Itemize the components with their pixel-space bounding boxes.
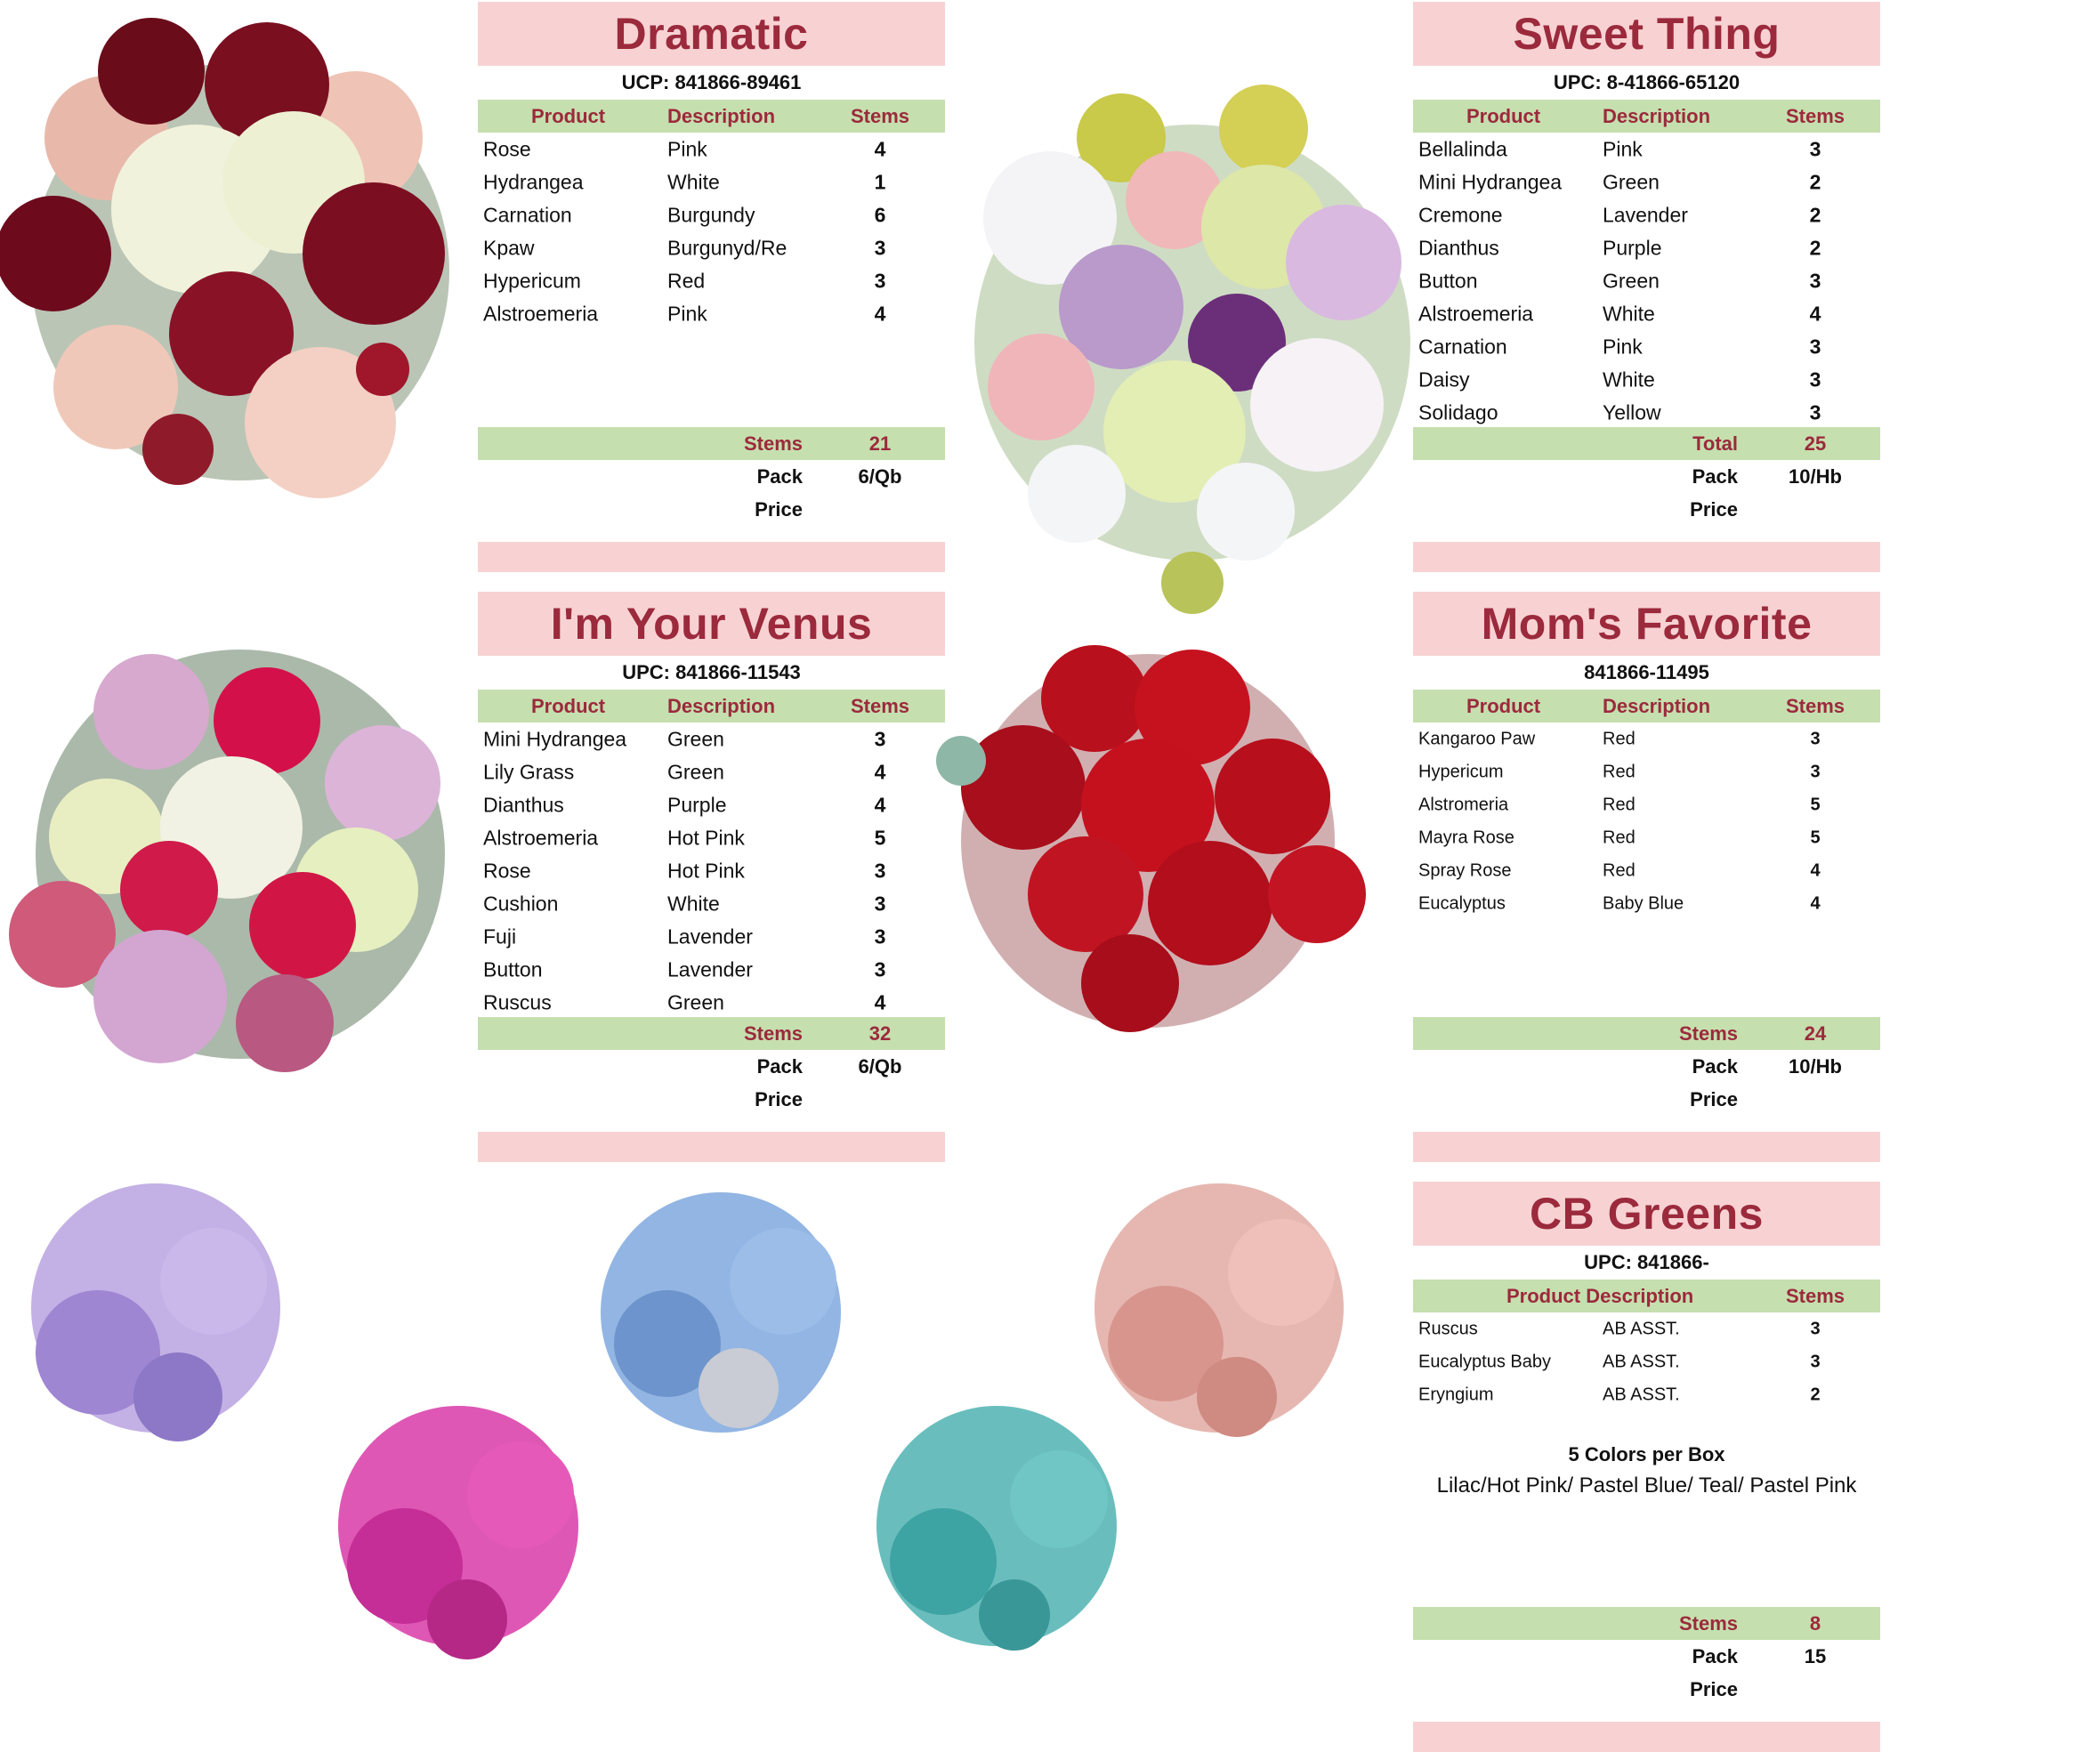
card-moms-favorite [1413,592,1880,1162]
price-row [1413,1083,1880,1116]
header-product: Product [531,694,606,717]
product-description: Hot Pink [667,859,745,882]
card-cb-greens [1413,1182,1880,1752]
product-description: Red [1603,860,1636,880]
stem-count: 3 [1809,367,1821,391]
stem-count: 3 [874,236,886,259]
card-title: Dramatic [478,2,945,66]
stem-count: 3 [874,924,886,948]
price-label: Price [755,497,803,521]
header-description: Description [1603,104,1711,127]
stem-count: 3 [874,892,886,915]
product-name: Fuji [483,924,517,948]
product-description: Lavender [1603,203,1688,226]
item-list [478,723,945,1017]
table-row [478,755,945,788]
table-row [478,297,945,330]
stem-count: 6 [874,203,886,226]
product-name: Eucalyptus [1418,893,1506,913]
item-list [1413,723,1880,1017]
table-row [1413,1345,1880,1378]
header-stems: Stems [1785,694,1846,717]
product-name: Spray Rose [1418,860,1512,880]
product-description: Green [1603,269,1660,292]
color-note-area [1413,1411,1880,1607]
table-row [1413,396,1880,429]
colors-per-box-title: 5 Colors per Box [1568,1443,1725,1465]
pack-label: Pack [1692,1054,1738,1078]
product-description: AB ASST. [1603,1352,1680,1371]
product-name: Mini Hydrangea [483,727,627,750]
stem-count: 3 [1810,1352,1821,1371]
price-bar [1413,1132,1880,1162]
item-list [478,133,945,427]
product-description: White [1603,302,1655,325]
table-row [1413,1312,1880,1345]
total-stems-row [478,427,945,460]
header-description: Description [667,104,776,127]
product-name: Ruscus [483,990,552,1013]
table-row [1413,755,1880,788]
upc-code: UPC: 841866-11543 [622,661,801,683]
table-header [478,690,945,723]
header-stems: Stems [1785,104,1846,127]
product-name: Cushion [483,892,559,915]
table-row [478,231,945,264]
stem-count: 4 [874,990,886,1013]
table-row [478,854,945,887]
product-name: Solidago [1418,400,1498,424]
table-row [1413,330,1880,363]
table-row [1413,788,1880,821]
stem-count: 2 [1809,236,1821,259]
total-label: Total [1692,432,1738,455]
upc-code: UCP: 841866-89461 [621,71,802,93]
product-name: Mayra Rose [1418,828,1514,847]
product-description: Pink [667,137,707,160]
product-name: Hypericum [1418,762,1504,781]
product-name: Kpaw [483,236,535,259]
price-bar [1413,1722,1880,1752]
product-description: Red [1603,795,1636,814]
pack-label: Pack [1692,464,1738,488]
product-description: AB ASST. [1603,1319,1680,1338]
price-row [1413,493,1880,526]
table-row [1413,166,1880,198]
stem-count: 2 [1810,1385,1821,1404]
total-value: 8 [1809,1611,1821,1635]
header-product: Product [1466,104,1541,127]
table-row [478,986,945,1019]
product-description: Burgundy [667,203,755,226]
product-name: Daisy [1418,367,1470,391]
product-description: Green [667,760,724,783]
total-value: 21 [868,432,892,455]
stem-count: 4 [874,760,886,783]
stem-count: 4 [1809,302,1821,325]
table-row [1413,264,1880,297]
pack-label: Pack [756,1054,803,1078]
product-description: Red [1603,762,1636,781]
table-row [478,133,945,166]
price-row [478,1083,945,1116]
stem-count: 5 [1810,828,1821,847]
total-stems-row [1413,1607,1880,1640]
pack-value: 10/Hb [1789,464,1842,488]
header-product-description: Product Description [1506,1284,1694,1307]
table-row [478,166,945,198]
product-description: Lavender [667,924,753,948]
table-row [478,953,945,986]
stem-count: 2 [1809,203,1821,226]
price-bar [1413,542,1880,572]
stem-count: 5 [1810,795,1821,814]
header-stems: Stems [850,694,910,717]
product-description: Yellow [1603,400,1661,424]
pack-row [478,460,945,493]
card-title: Sweet Thing [1413,2,1880,66]
product-description: Red [1603,828,1636,847]
price-row [478,493,945,526]
table-row [1413,198,1880,231]
header-stems: Stems [1785,1284,1846,1307]
table-header [478,100,945,133]
pack-row [1413,1050,1880,1083]
product-name: Button [483,957,543,981]
product-name: Rose [483,137,531,160]
table-row [1413,887,1880,920]
total-stems-row [478,1017,945,1050]
pack-row [1413,1640,1880,1673]
table-row [478,788,945,821]
product-name: Alstroemeria [483,302,599,325]
product-description: Purple [1603,236,1662,259]
product-name: Dianthus [483,793,564,816]
upc-code: UPC: 841866- [1584,1251,1709,1273]
product-description: Burgunyd/Re [667,236,788,259]
table-row [1413,363,1880,396]
header-product: Product [1466,694,1541,717]
pack-label: Pack [1692,1644,1738,1667]
price-bar [478,1132,945,1162]
table-row [478,723,945,755]
pack-value: 10/Hb [1789,1054,1842,1078]
product-description: Hot Pink [667,826,745,849]
stem-count: 3 [1810,762,1821,781]
stem-count: 4 [1810,860,1821,880]
product-name: Carnation [1418,335,1507,358]
card-title: Mom's Favorite [1413,592,1880,656]
stem-count: 3 [1810,1319,1821,1338]
total-value: 24 [1804,1021,1827,1045]
moms-favorite-bouquet-photo [908,627,1388,1054]
upc-code: 841866-11495 [1584,661,1709,683]
table-row [1413,854,1880,887]
product-description: Pink [1603,137,1643,160]
card-title: CB Greens [1413,1182,1880,1246]
pack-row [478,1050,945,1083]
product-name: Hydrangea [483,170,584,193]
stem-count: 3 [1809,269,1821,292]
stem-count: 4 [1810,893,1821,913]
header-stems: Stems [850,104,910,127]
product-name: Eucalyptus Baby [1418,1352,1551,1371]
table-row [478,198,945,231]
product-name: Dianthus [1418,236,1499,259]
table-row [478,887,945,920]
pack-value: 15 [1804,1644,1827,1667]
header-description: Description [1603,694,1711,717]
total-label: Stems [743,1021,803,1045]
sweet-thing-bouquet-photo [943,49,1442,618]
product-description: White [667,170,720,193]
stem-count: 5 [874,826,886,849]
table-row [1413,723,1880,755]
upc-code: UPC: 8-41866-65120 [1553,71,1741,93]
table-row [1413,133,1880,166]
table-header [1413,100,1880,133]
total-stems-row [1413,427,1880,460]
lilac-greens-photo [0,1148,311,1468]
stem-count: 3 [874,727,886,750]
table-row [1413,231,1880,264]
stem-count: 2 [1809,170,1821,193]
product-description: Red [1603,729,1636,748]
stem-count: 3 [1809,400,1821,424]
stem-count: 3 [1809,137,1821,160]
price-label: Price [755,1087,803,1110]
stem-count: 3 [1809,335,1821,358]
total-label: Stems [1678,1611,1738,1635]
product-description: Green [667,727,724,750]
table-row [478,821,945,854]
product-name: Rose [483,859,531,882]
stem-count: 3 [1810,729,1821,748]
product-description: White [1603,367,1655,391]
product-description: Green [1603,170,1660,193]
pack-label: Pack [756,464,803,488]
venus-bouquet-photo [0,605,481,1103]
product-name: Alstroemeria [1418,302,1534,325]
card-dramatic [478,2,945,572]
stem-count: 4 [874,137,886,160]
product-description: Purple [667,793,727,816]
product-name: Cremone [1418,203,1503,226]
header-product: Product [531,104,606,127]
table-row [1413,1378,1880,1411]
stem-count: 1 [874,170,886,193]
stem-count: 3 [874,957,886,981]
pack-value: 6/Qb [858,1054,902,1078]
item-list [1413,1312,1880,1411]
stem-count: 4 [874,302,886,325]
total-label: Stems [743,432,803,455]
price-bar [478,542,945,572]
card-im-your-venus [478,592,945,1162]
table-row [1413,297,1880,330]
product-description: Pink [667,302,707,325]
price-label: Price [1690,1087,1738,1110]
product-name: Button [1418,269,1478,292]
total-value: 25 [1804,432,1827,455]
product-name: Kangaroo Paw [1418,729,1536,748]
total-label: Stems [1678,1021,1738,1045]
table-header [1413,1280,1880,1312]
stem-count: 4 [874,793,886,816]
product-name: Ruscus [1418,1319,1478,1338]
total-stems-row [1413,1017,1880,1050]
price-label: Price [1690,497,1738,521]
product-name: Mini Hydrangea [1418,170,1563,193]
card-sweet-thing [1413,2,1880,572]
table-row [478,920,945,953]
product-name: Alstroemeria [483,826,599,849]
colors-list: Lilac/Hot Pink/ Pastel Blue/ Teal/ Pastel Pink [1436,1473,1857,1498]
table-row [478,264,945,297]
total-value: 32 [868,1021,892,1045]
product-name: Alstromeria [1418,795,1509,814]
table-row [1413,821,1880,854]
product-name: Eryngium [1418,1385,1494,1404]
product-description: Pink [1603,335,1643,358]
table-header [1413,690,1880,723]
dramatic-bouquet-photo [0,4,481,529]
pack-value: 6/Qb [858,464,902,488]
product-description: Baby Blue [1603,893,1684,913]
product-description: Green [667,990,724,1013]
product-description: Lavender [667,957,753,981]
header-description: Description [667,694,776,717]
product-description: Red [667,269,706,292]
product-description: AB ASST. [1603,1385,1680,1404]
product-name: Hypericum [483,269,581,292]
price-label: Price [1690,1677,1738,1700]
product-name: Bellalinda [1418,137,1507,160]
pastel-pink-greens-photo [1050,1148,1388,1468]
product-description: White [667,892,720,915]
stem-count: 3 [874,269,886,292]
product-name: Lily Grass [483,760,575,783]
price-row [1413,1673,1880,1706]
pack-row [1413,460,1880,493]
stem-count: 3 [874,859,886,882]
card-title: I'm Your Venus [478,592,945,656]
item-list [1413,133,1880,427]
product-name: Carnation [483,203,572,226]
